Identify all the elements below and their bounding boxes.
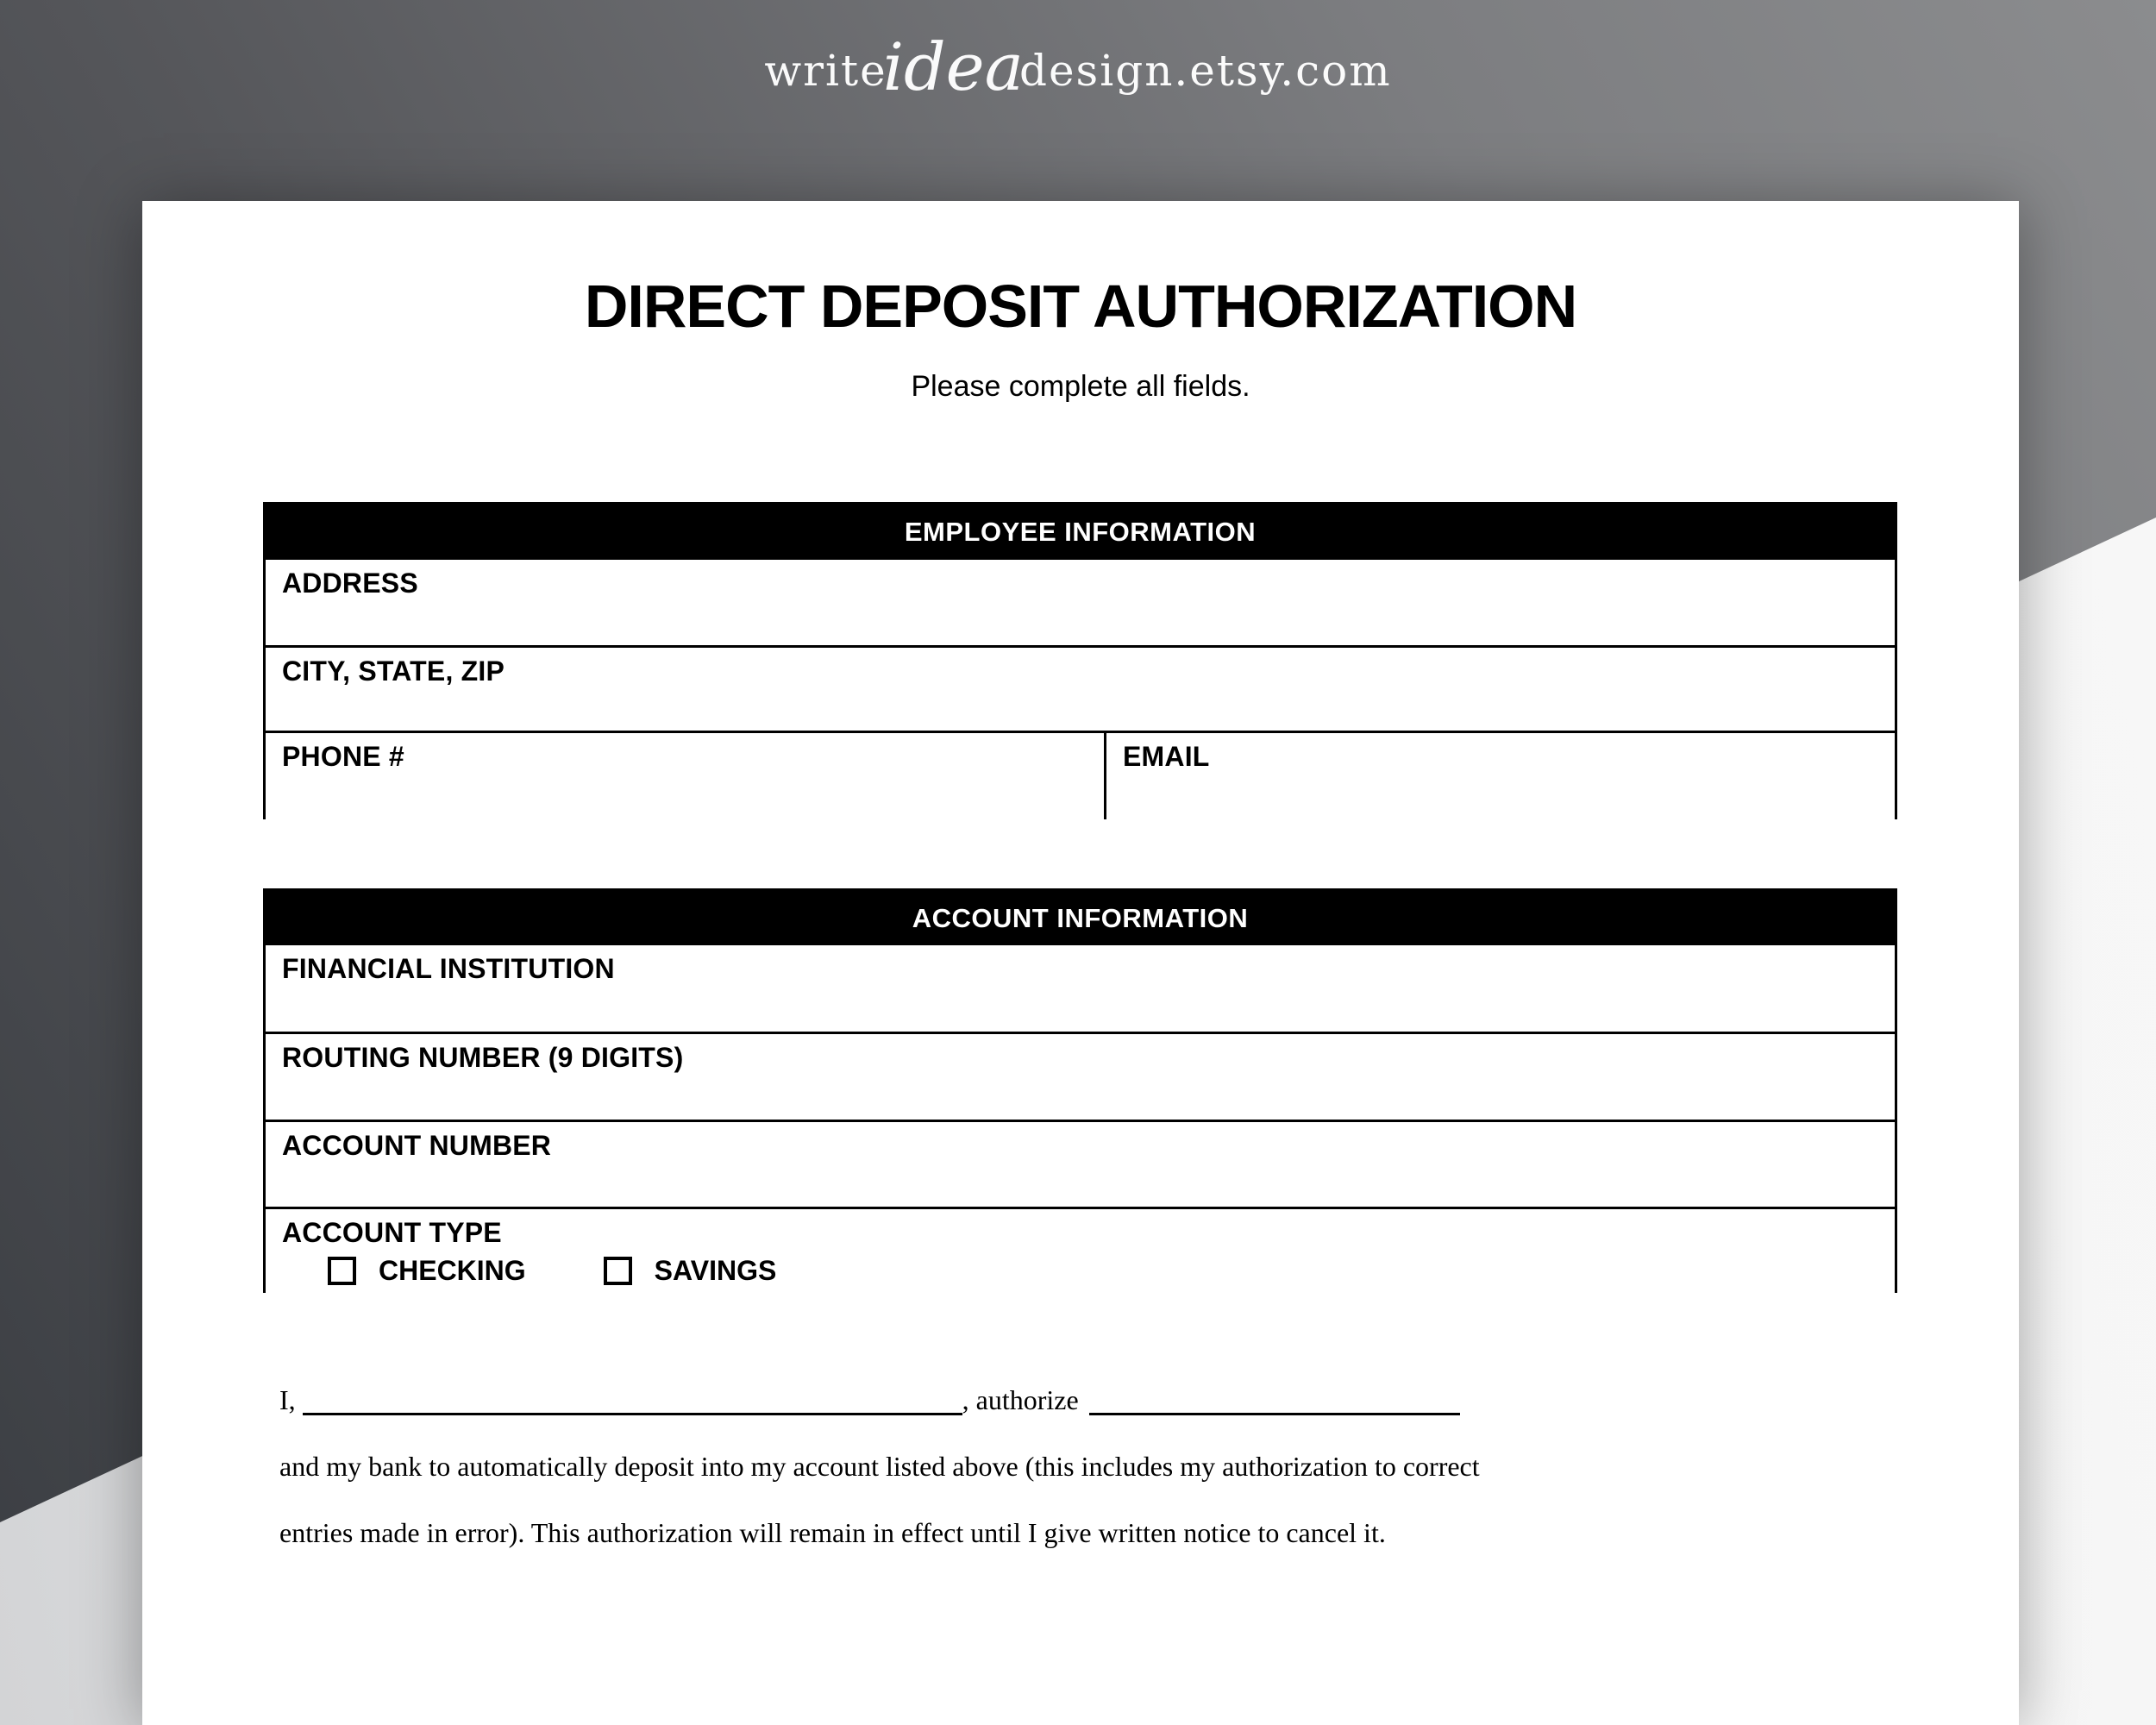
company-name-blank[interactable] — [1089, 1383, 1460, 1415]
form-page — [142, 201, 2019, 1725]
savings-checkbox[interactable] — [604, 1257, 632, 1285]
email-field[interactable] — [1104, 733, 1895, 819]
form-subtitle: Please complete all fields. — [911, 370, 1250, 403]
employee-info-table — [263, 502, 1897, 819]
watermark-prefix: write — [764, 46, 887, 96]
authorization-lead: I, — [279, 1384, 296, 1415]
watermark-script-word: idea — [882, 28, 1024, 105]
account-type-options — [328, 1255, 1895, 1287]
authorization-paragraph — [279, 1367, 1918, 1566]
watermark-suffix: design.etsy.com — [1018, 46, 1392, 96]
account-number-label: ACCOUNT NUMBER — [282, 1130, 552, 1161]
authorization-line-3: entries made in error). This authorization will remain in effect until I give written notice to cancel it. — [279, 1517, 1386, 1548]
savings-label: SAVINGS — [654, 1255, 777, 1286]
phone-email-row — [266, 731, 1895, 819]
employee-info-header: EMPLOYEE INFORMATION — [266, 505, 1895, 560]
employee-name-blank[interactable] — [303, 1383, 962, 1415]
financial-institution-field[interactable] — [266, 945, 1895, 1032]
financial-institution-label: FINANCIAL INSTITUTION — [282, 953, 615, 984]
checking-option — [328, 1255, 526, 1287]
authorization-line-1 — [279, 1367, 1918, 1433]
authorization-mid: , authorize — [962, 1384, 1079, 1415]
form-title: DIRECT DEPOSIT AUTHORIZATION — [584, 273, 1577, 340]
routing-number-field[interactable] — [266, 1032, 1895, 1120]
city-state-zip-field[interactable] — [266, 645, 1895, 731]
checking-checkbox[interactable] — [328, 1257, 356, 1285]
authorization-line-2: and my bank to automatically deposit into my account listed above (this includes my authorization to correct — [279, 1451, 1480, 1482]
account-type-row — [266, 1207, 1895, 1293]
checking-label: CHECKING — [379, 1255, 526, 1286]
account-info-table — [263, 888, 1897, 1293]
account-number-field[interactable] — [266, 1120, 1895, 1207]
address-label: ADDRESS — [282, 568, 418, 599]
routing-number-label: ROUTING NUMBER (9 DIGITS) — [282, 1042, 684, 1073]
phone-label: PHONE # — [282, 741, 404, 772]
address-field[interactable] — [266, 560, 1895, 645]
phone-field[interactable] — [266, 733, 1104, 819]
city-state-zip-label: CITY, STATE, ZIP — [282, 656, 505, 687]
account-type-label: ACCOUNT TYPE — [282, 1217, 502, 1248]
savings-option — [604, 1255, 777, 1287]
watermark — [0, 24, 2156, 105]
email-label: EMAIL — [1123, 741, 1210, 772]
account-info-header: ACCOUNT INFORMATION — [266, 891, 1895, 945]
